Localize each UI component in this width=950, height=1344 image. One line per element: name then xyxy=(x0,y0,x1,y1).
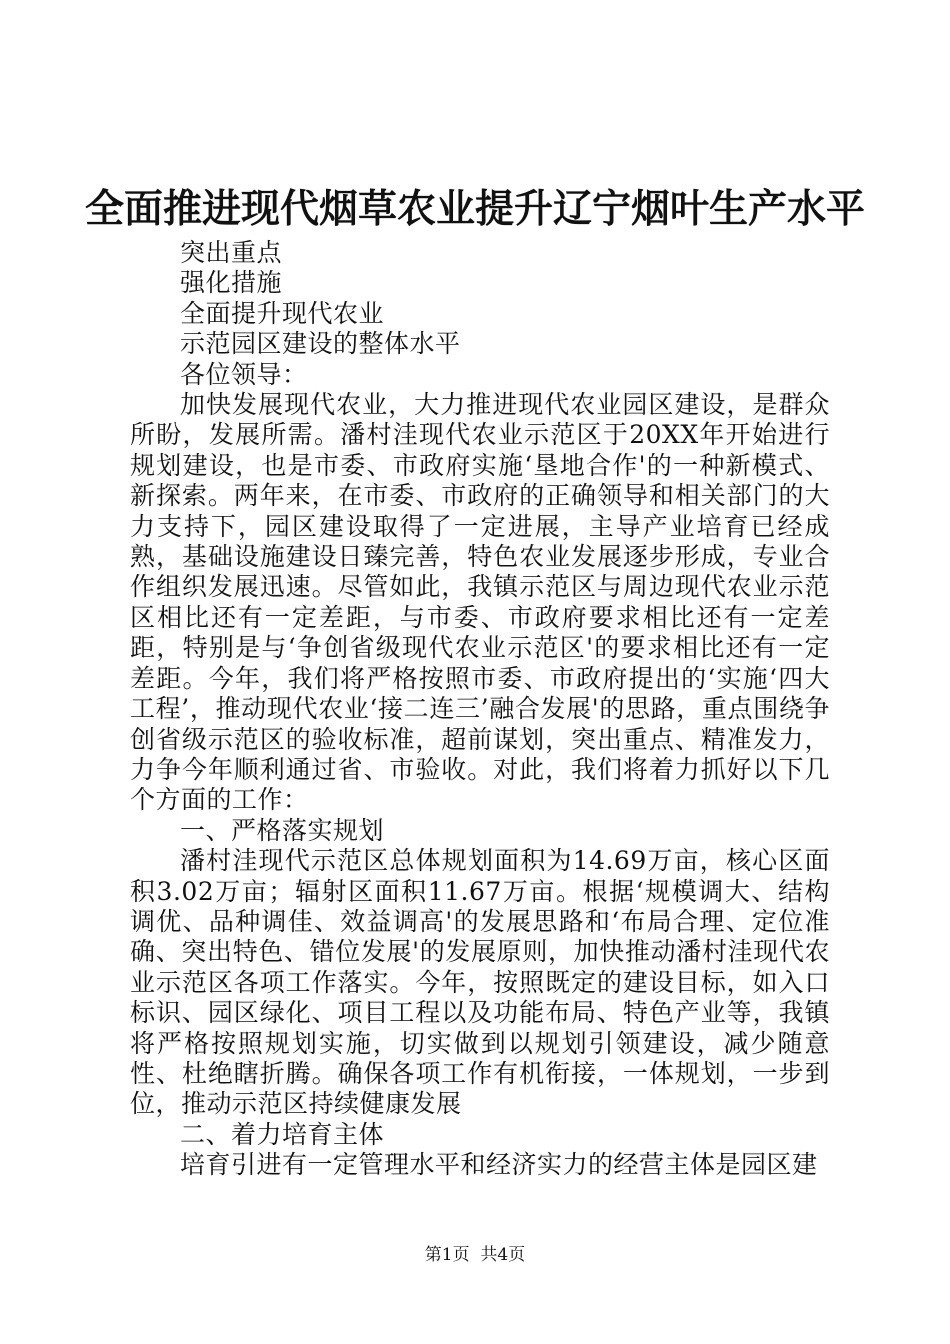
paragraph-section-1: 潘村洼现代示范区总体规划面积为14.69万亩，核心区面积3.02万亩；辐射区面积11.67万亩。根据‘规模调大、结构调优、品种调佳、效益调高'的发展思路和‘布局合理、定位准确、突出特色、错位发展'的发展原则，加快推动潘村洼现代农业示范区各项工作落实。今年，按照既定的建设目标，如入口标识、园区绿化、项目工程以及功能布局、特色产业等，我镇将严格按照规划实施，切实做到以规划引领建设，减少随意性、杜绝瞎折腾。确保各项工作有机衔接，一体规划，一步到位，推动示范区持续健康发展 xyxy=(130,846,830,1119)
section-heading-2: 二、着力培育主体 xyxy=(180,1119,385,1149)
paragraph-salutation: 各位领导： xyxy=(180,359,308,389)
paragraph-section-2: 培育引进有一定管理水平和经济实力的经营主体是园区建 xyxy=(180,1150,818,1180)
paragraph-intro: 加快发展现代农业，大力推进现代农业园区建设，是群众所盼，发展所需。潘村洼现代农业示范区于20XX年开始进行规划建设，也是市委、市政府实施‘垦地合作'的一种新模式、新探索。两年来，在市委、市政府的正确领导和相关部门的大力支持下，园区建设取得了一定进展，主导产业培育已经成熟，基础设施建设日臻完善，特色农业发展逐步形成，专业合作组织发展迅速。尽管如此，我镇示范区与周边现代农业示范区相比还有一定差距，与市委、市政府要求相比还有一定差距，特别是与‘争创省级现代农业示范区'的要求相比还有一定差距。今年，我们将严格按照市委、市政府提出的‘实施‘四大工程’，推动现代农业‘接二连三’融合发展'的思路，重点围绕争创省级示范区的验收标准，超前谋划，突出重点、精准发力，力争今年顺利通过省、市验收。对此，我们将着力抓好以下几个方面的工作： xyxy=(130,390,830,815)
paragraph-subheading-1: 突出重点 xyxy=(180,238,283,267)
document-title: 全面推进现代烟草农业提升辽宁烟叶生产水平 xyxy=(84,186,865,232)
page-number: 第1页 xyxy=(424,1245,470,1265)
page-footer xyxy=(0,1244,950,1266)
section-heading-1: 一、严格落实规划 xyxy=(180,815,385,845)
paragraph-subheading-2: 强化措施 xyxy=(180,268,283,298)
paragraph-subheading-4: 示范园区建设的整体水平 xyxy=(180,329,461,359)
paragraph-subheading-3: 全面提升现代农业 xyxy=(180,298,385,328)
page-total: 共4页 xyxy=(480,1245,526,1265)
document-body xyxy=(130,238,830,1181)
